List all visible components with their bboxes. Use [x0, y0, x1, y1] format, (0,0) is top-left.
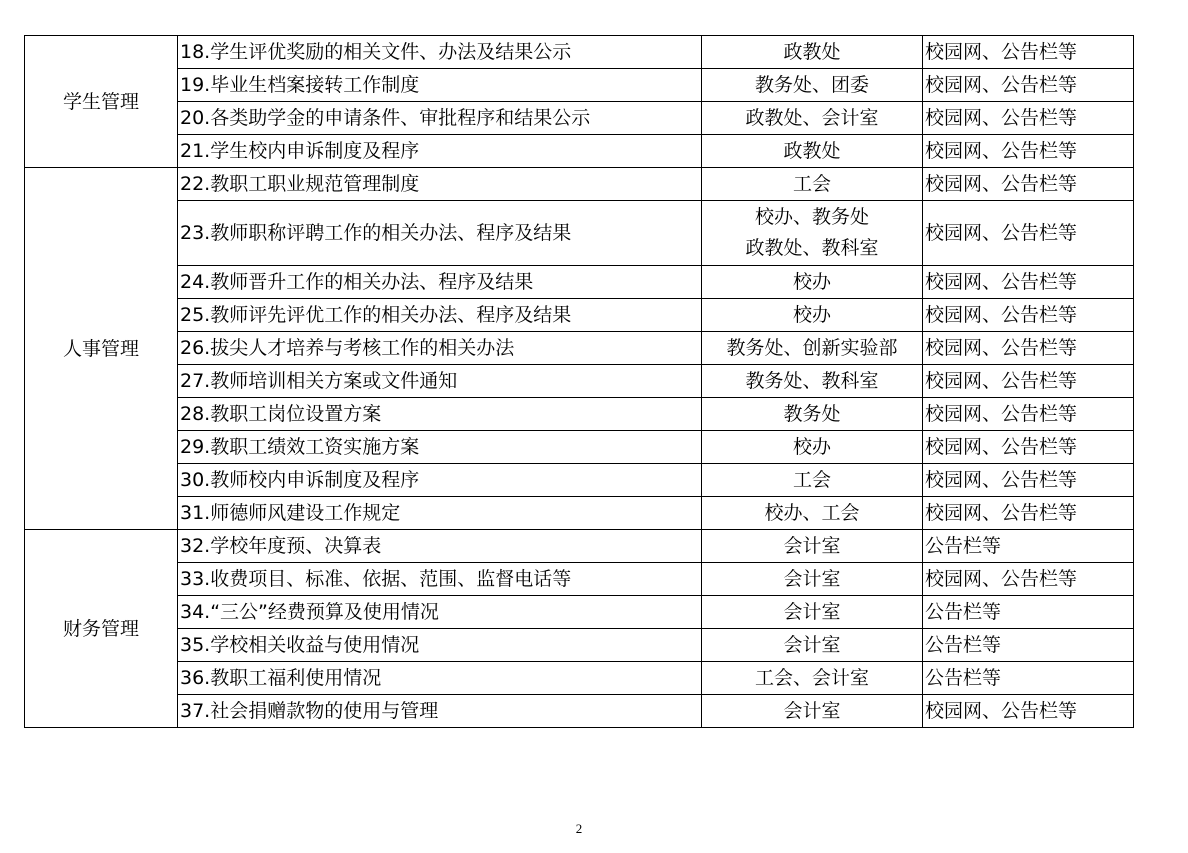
department-cell — [702, 201, 923, 266]
department-cell — [702, 530, 923, 563]
item-cell: 24.教师晋升工作的相关办法、程序及结果 — [178, 266, 702, 299]
table-row — [25, 596, 1134, 629]
table-row — [25, 629, 1134, 662]
channel-cell: 校园网、公告栏等 — [923, 266, 1134, 299]
channel-cell: 校园网、公告栏等 — [923, 464, 1134, 497]
channel-cell: 校园网、公告栏等 — [923, 365, 1134, 398]
department-cell — [702, 135, 923, 168]
department-line: 校办 — [792, 303, 831, 326]
item-cell: 19.毕业生档案接转工作制度 — [178, 69, 702, 102]
disclosure-table — [24, 35, 1134, 728]
department-line: 政教处 — [783, 40, 841, 63]
channel-cell: 校园网、公告栏等 — [923, 695, 1134, 728]
department-line: 会计室 — [783, 699, 841, 722]
department-cell — [702, 332, 923, 365]
department-line: 教务处、创新实验部 — [726, 336, 898, 359]
channel-cell: 校园网、公告栏等 — [923, 299, 1134, 332]
department-line: 校办、教务处 — [754, 206, 869, 228]
item-cell: 27.教师培训相关方案或文件通知 — [178, 365, 702, 398]
category-cell: 学生管理 — [25, 36, 178, 168]
department-line: 教务处、教科室 — [745, 369, 879, 392]
department-line: 会计室 — [783, 567, 841, 590]
channel-cell: 校园网、公告栏等 — [923, 431, 1134, 464]
department-line: 政教处、教科室 — [745, 237, 879, 259]
item-cell: 28.教职工岗位设置方案 — [178, 398, 702, 431]
channel-cell: 校园网、公告栏等 — [923, 497, 1134, 530]
table-row — [25, 69, 1134, 102]
table-row — [25, 365, 1134, 398]
table-row — [25, 530, 1134, 563]
department-cell — [702, 629, 923, 662]
department-line: 教务处、团委 — [754, 73, 869, 96]
channel-cell: 校园网、公告栏等 — [923, 201, 1134, 266]
department-cell — [702, 596, 923, 629]
department-cell — [702, 69, 923, 102]
item-cell: 33.收费项目、标准、依据、范围、监督电话等 — [178, 563, 702, 596]
department-line: 会计室 — [783, 633, 841, 656]
department-cell — [702, 102, 923, 135]
department-cell — [702, 431, 923, 464]
item-cell: 34.“三公”经费预算及使用情况 — [178, 596, 702, 629]
item-cell: 32.学校年度预、决算表 — [178, 530, 702, 563]
table-row — [25, 332, 1134, 365]
channel-cell: 校园网、公告栏等 — [923, 168, 1134, 201]
table-row — [25, 497, 1134, 530]
table-row — [25, 266, 1134, 299]
department-line: 工会 — [792, 172, 831, 195]
channel-cell: 公告栏等 — [923, 530, 1134, 563]
department-cell — [702, 168, 923, 201]
channel-cell: 公告栏等 — [923, 596, 1134, 629]
item-cell: 20.各类助学金的申请条件、审批程序和结果公示 — [178, 102, 702, 135]
department-cell — [702, 563, 923, 596]
item-cell: 18.学生评优奖励的相关文件、办法及结果公示 — [178, 36, 702, 69]
table-row — [25, 563, 1134, 596]
department-cell — [702, 398, 923, 431]
table-row — [25, 299, 1134, 332]
item-cell: 23.教师职称评聘工作的相关办法、程序及结果 — [178, 201, 702, 266]
table-row — [25, 36, 1134, 69]
channel-cell: 校园网、公告栏等 — [923, 36, 1134, 69]
department-line: 工会 — [792, 468, 831, 491]
channel-cell: 校园网、公告栏等 — [923, 102, 1134, 135]
channel-cell: 公告栏等 — [923, 662, 1134, 695]
item-cell: 36.教职工福利使用情况 — [178, 662, 702, 695]
department-cell — [702, 695, 923, 728]
department-cell — [702, 662, 923, 695]
item-cell: 35.学校相关收益与使用情况 — [178, 629, 702, 662]
department-cell — [702, 266, 923, 299]
table-row — [25, 398, 1134, 431]
table-row — [25, 464, 1134, 497]
item-cell: 26.拔尖人才培养与考核工作的相关办法 — [178, 332, 702, 365]
department-line: 工会、会计室 — [754, 666, 869, 689]
channel-cell: 校园网、公告栏等 — [923, 563, 1134, 596]
table-row — [25, 102, 1134, 135]
channel-cell: 校园网、公告栏等 — [923, 332, 1134, 365]
item-cell: 29.教职工绩效工资实施方案 — [178, 431, 702, 464]
department-cell — [702, 497, 923, 530]
department-line: 会计室 — [783, 534, 841, 557]
department-cell — [702, 299, 923, 332]
department-cell — [702, 365, 923, 398]
category-cell: 财务管理 — [25, 530, 178, 728]
department-line: 政教处 — [783, 139, 841, 162]
channel-cell: 校园网、公告栏等 — [923, 135, 1134, 168]
item-cell: 31.师德师风建设工作规定 — [178, 497, 702, 530]
item-cell: 37.社会捐赠款物的使用与管理 — [178, 695, 702, 728]
table-row — [25, 168, 1134, 201]
item-cell: 25.教师评先评优工作的相关办法、程序及结果 — [178, 299, 702, 332]
department-line: 校办 — [792, 435, 831, 458]
table-row — [25, 201, 1134, 266]
page-number: 2 — [575, 821, 583, 836]
table-row — [25, 431, 1134, 464]
table-row — [25, 695, 1134, 728]
department-line: 会计室 — [783, 600, 841, 623]
item-cell: 21.学生校内申诉制度及程序 — [178, 135, 702, 168]
department-line: 校办、工会 — [764, 501, 860, 524]
table-body — [25, 36, 1134, 728]
channel-cell: 公告栏等 — [923, 629, 1134, 662]
table-row — [25, 135, 1134, 168]
category-cell: 人事管理 — [25, 168, 178, 530]
department-line: 校办 — [792, 270, 831, 293]
department-line: 教务处 — [783, 402, 841, 425]
channel-cell: 校园网、公告栏等 — [923, 69, 1134, 102]
item-cell: 30.教师校内申诉制度及程序 — [178, 464, 702, 497]
table-row — [25, 662, 1134, 695]
department-cell — [702, 36, 923, 69]
department-cell — [702, 464, 923, 497]
department-line: 政教处、会计室 — [745, 106, 879, 129]
channel-cell: 校园网、公告栏等 — [923, 398, 1134, 431]
item-cell: 22.教职工职业规范管理制度 — [178, 168, 702, 201]
